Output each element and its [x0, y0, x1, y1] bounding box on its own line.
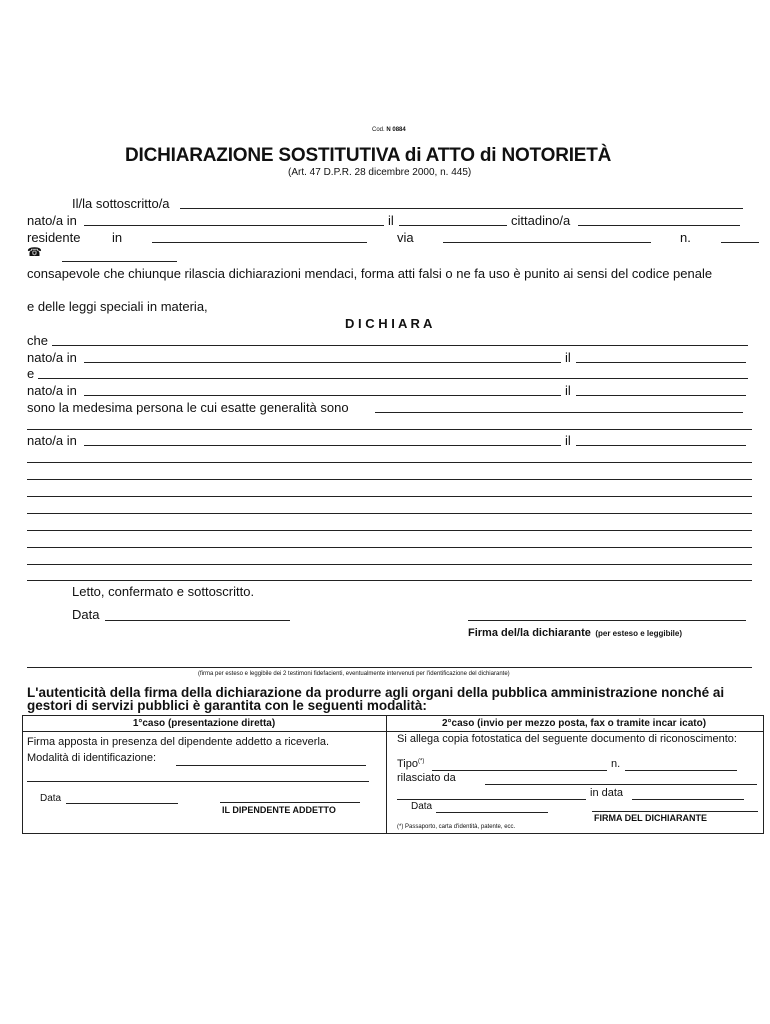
table-divider: [386, 715, 387, 833]
il-3-label: il: [565, 383, 571, 398]
firma-caption: [468, 623, 682, 641]
case1-firma-apposta: Firma apposta in presenza del dipendente addetto a riceverla.: [27, 736, 330, 748]
letto-text: Letto, confermato e sottoscritto.: [72, 584, 255, 599]
case2-n-field[interactable]: [625, 770, 737, 771]
case2-tipo-field[interactable]: [432, 770, 607, 771]
case1-signature-field[interactable]: [220, 802, 360, 803]
phone-icon: ☎: [27, 245, 42, 259]
civico-label: n.: [680, 230, 691, 245]
case2-in-data-label: in data: [590, 787, 624, 799]
il-2-label: il: [565, 350, 571, 365]
medesima-field[interactable]: [375, 412, 743, 413]
residente-in-label: in: [112, 230, 123, 245]
nato-in-3-label: nato/a in: [27, 383, 77, 398]
e-field[interactable]: [38, 378, 748, 379]
case2-signature-field[interactable]: [592, 811, 758, 812]
case2-tipo-label: [397, 758, 424, 770]
il-2-field[interactable]: [576, 362, 746, 363]
il-4-label: il: [565, 433, 571, 448]
form-code-prefix: Cod.: [372, 127, 385, 133]
form-code-value: N 0884: [386, 127, 406, 133]
dichiara-heading: D I C H I A R A: [345, 316, 433, 331]
case2-in-data-field[interactable]: [632, 799, 744, 800]
case1-modalita-label: Modalità di identificazione:: [27, 752, 157, 764]
consapevole-text: consapevole che chiunque rilascia dichiarazioni mendaci, forma atti falsi o ne fa uso è punito ai sensi del codice penale: [27, 266, 713, 281]
il-3-field[interactable]: [576, 395, 746, 396]
nato-in-3-field[interactable]: [84, 395, 561, 396]
il-4-field[interactable]: [576, 445, 746, 446]
case2-data-label: Data: [411, 801, 433, 812]
blank-line[interactable]: [27, 479, 752, 480]
blank-line[interactable]: [27, 564, 752, 565]
case1-header: 1°caso (presentazione diretta): [132, 718, 276, 729]
case2-rilasciato-field-2[interactable]: [397, 799, 586, 800]
phone-field[interactable]: [62, 261, 177, 262]
nato-in-4-field[interactable]: [84, 445, 561, 446]
firma-label: Firma del/la dichiarante: [468, 627, 591, 639]
blank-line[interactable]: [27, 547, 752, 548]
page-title: DICHIARAZIONE SOSTITUTIVA di ATTO di NOTORIETÀ: [125, 145, 612, 166]
blank-line[interactable]: [27, 513, 752, 514]
nato-in-2-field[interactable]: [84, 362, 561, 363]
il-label: il: [388, 213, 394, 228]
firma-field[interactable]: [468, 620, 746, 621]
sottoscritto-label: Il/la sottoscritto/a: [72, 196, 170, 211]
residente-in-field[interactable]: [152, 242, 367, 243]
cittadino-label: cittadino/a: [511, 213, 571, 228]
nato-in-2-label: nato/a in: [27, 350, 77, 365]
case1-extra-line[interactable]: [27, 781, 369, 782]
authentication-intro: L'autenticità della firma della dichiarazione da produrre agli organi della pubblica amministrazione nonché ai gestori di servizi pubblici è garantita con le seguenti modalità:: [27, 685, 725, 713]
case2-footnote: (*) Passaporto, carta d'identità, patente, ecc.: [397, 824, 516, 830]
nato-in-4-label: nato/a in: [27, 433, 77, 448]
nato-in-label: nato/a in: [27, 213, 77, 228]
case1-modalita-field[interactable]: [176, 765, 366, 766]
case1-dipendente-label: IL DIPENDENTE ADDETTO: [222, 805, 336, 815]
blank-line[interactable]: [27, 580, 752, 581]
e-label: e: [27, 366, 35, 381]
blank-line[interactable]: [27, 496, 752, 497]
il-field[interactable]: [399, 225, 507, 226]
blank-line[interactable]: [27, 462, 752, 463]
che-label: che: [27, 333, 48, 348]
case2-tipo-text: Tipo: [397, 758, 418, 770]
case2-tipo-note: (*): [418, 758, 425, 765]
case2-header: 2°caso (invio per mezzo posta, fax o tramite incar icato): [441, 718, 707, 729]
case1-data-field[interactable]: [66, 803, 178, 804]
form-code: [372, 127, 406, 133]
via-field[interactable]: [443, 242, 651, 243]
case2-rilasciato-label: rilasciato da: [397, 772, 456, 784]
case1-data-label: Data: [40, 793, 62, 804]
page-subtitle: (Art. 47 D.P.R. 28 dicembre 2000, n. 445): [288, 167, 472, 178]
civico-field[interactable]: [721, 242, 759, 243]
sottoscritto-field[interactable]: [180, 208, 743, 209]
data-field[interactable]: [105, 620, 290, 621]
blank-line[interactable]: [27, 530, 752, 531]
via-label: via: [397, 230, 414, 245]
firma-note: (per esteso e leggibile): [595, 629, 683, 638]
case2-data-field[interactable]: [436, 812, 548, 813]
che-field[interactable]: [52, 345, 748, 346]
leggi-text: e delle leggi speciali in materia,: [27, 299, 208, 314]
witness-note: (firma per esteso e leggibile dei 2 testimoni fidefacienti, eventualmente intervenuti per l'identificazione del dichiarante): [198, 671, 510, 677]
data-label: Data: [72, 607, 100, 622]
nato-in-field[interactable]: [84, 225, 384, 226]
case2-firma-label: FIRMA DEL DICHIARANTE: [594, 813, 707, 823]
case2-n-label: n.: [611, 758, 621, 770]
residente-label: residente: [27, 230, 81, 245]
cittadino-field[interactable]: [578, 225, 740, 226]
generalita-line[interactable]: [27, 429, 752, 430]
case2-allega-text: Si allega copia fotostatica del seguente documento di riconoscimento:: [397, 733, 737, 745]
witness-line[interactable]: [27, 667, 752, 668]
case2-rilasciato-field[interactable]: [485, 784, 757, 785]
medesima-label: sono la medesima persona le cui esatte generalità sono: [27, 400, 349, 415]
